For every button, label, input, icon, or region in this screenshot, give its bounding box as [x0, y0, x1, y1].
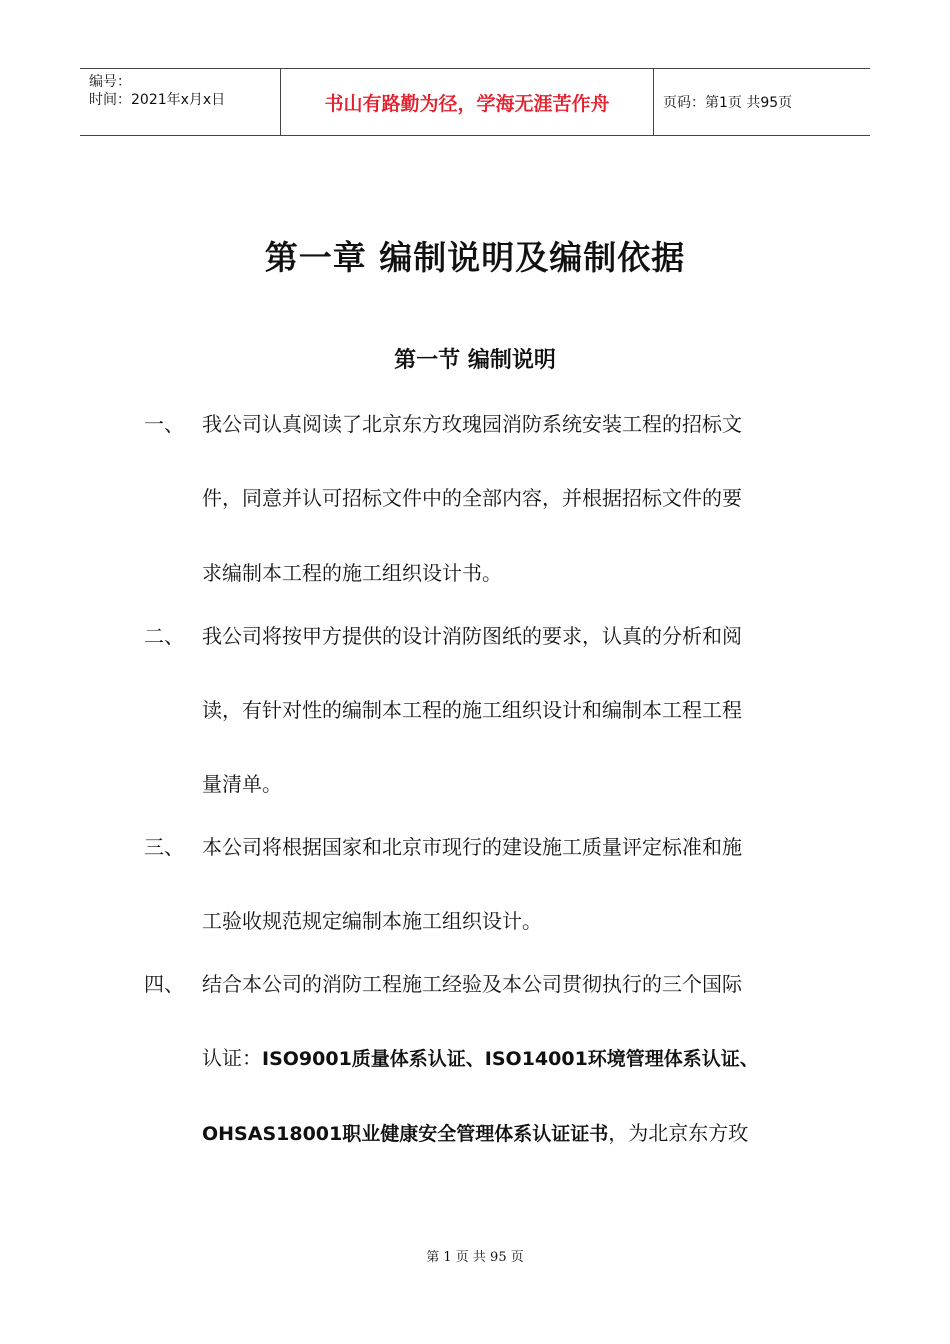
- item-number: 二、: [144, 624, 184, 648]
- item-text-line: [202, 1121, 748, 1146]
- section-title: 第一节 编制说明: [394, 348, 556, 373]
- certification-text: ISO9001质量体系认证、ISO14001环境管理体系认证、: [262, 1048, 759, 1070]
- header-meta: [80, 69, 281, 135]
- item-text-prefix: 认证：: [202, 1046, 262, 1070]
- item-text-line: 结合本公司的消防工程施工经验及本公司贯彻执行的三个国际: [202, 972, 742, 996]
- header-motto: 书山有路勤为径，学海无涯苦作舟: [281, 69, 654, 135]
- item-text-line: 本公司将根据国家和北京市现行的建设施工质量评定标准和施: [202, 835, 742, 859]
- item-text-line: 我公司认真阅读了北京东方玫瑰园消防系统安装工程的招标文: [202, 412, 742, 436]
- item-number: 三、: [144, 835, 184, 859]
- chapter-title: 第一章 编制说明及编制依据: [264, 238, 686, 277]
- page-header: [80, 68, 870, 136]
- doc-time-label: 时间：2021年x月x日: [89, 92, 226, 108]
- item-text-line: 读，有针对性的编制本工程的施工组织设计和编制本工程工程: [202, 698, 742, 722]
- item-number: 一、: [144, 412, 184, 436]
- certification-text: OHSAS18001职业健康安全管理体系认证证书: [202, 1123, 609, 1145]
- page-footer: 第 1 页 共 95 页: [426, 1250, 524, 1265]
- item-text-line: [202, 1046, 759, 1071]
- item-number: 四、: [144, 972, 184, 996]
- doc-number-label: 编号：: [89, 74, 131, 90]
- item-text-line: 我公司将按甲方提供的设计消防图纸的要求，认真的分析和阅: [202, 624, 742, 648]
- header-page-info: 页码：第1页 共95页: [663, 95, 793, 111]
- item-text-line: 工验收规范规定编制本施工组织设计。: [202, 909, 542, 933]
- item-text-suffix: ，为北京东方玫: [608, 1121, 749, 1145]
- item-text-line: 件，同意并认可招标文件中的全部内容，并根据招标文件的要: [202, 486, 742, 510]
- item-text-line: 求编制本工程的施工组织设计书。: [202, 561, 502, 585]
- item-text-line: 量清单。: [202, 772, 282, 796]
